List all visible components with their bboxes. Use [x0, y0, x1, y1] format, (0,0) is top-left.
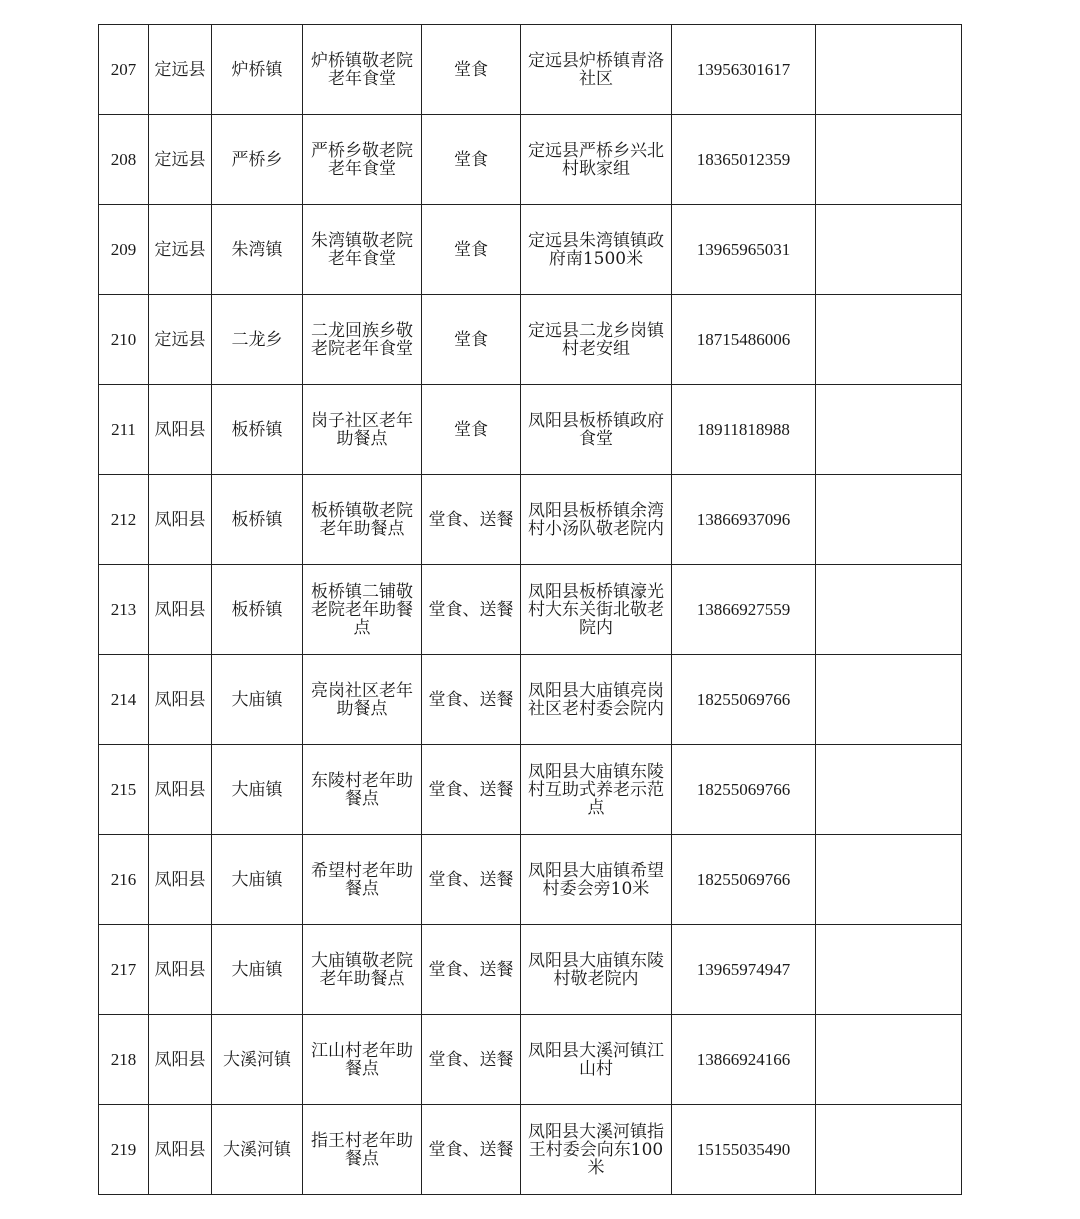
note-cell — [816, 475, 962, 565]
phone-cell: 13965965031 — [672, 205, 816, 295]
address-cell: 凤阳县大庙镇亮岗社区老村委会院内 — [521, 655, 672, 745]
service-type-cell: 堂食、送餐 — [422, 1105, 521, 1195]
town-cell: 大溪河镇 — [212, 1015, 303, 1105]
row-number-cell: 216 — [99, 835, 149, 925]
address-cell: 凤阳县板桥镇政府食堂 — [521, 385, 672, 475]
service-type-cell: 堂食、送餐 — [422, 475, 521, 565]
site-name-cell: 二龙回族乡敬老院老年食堂 — [303, 295, 422, 385]
town-cell: 严桥乡 — [212, 115, 303, 205]
town-cell: 大庙镇 — [212, 745, 303, 835]
county-cell: 凤阳县 — [149, 475, 212, 565]
phone-cell: 18715486006 — [672, 295, 816, 385]
county-cell: 定远县 — [149, 25, 212, 115]
service-type-cell: 堂食 — [422, 385, 521, 475]
note-cell — [816, 205, 962, 295]
town-cell: 板桥镇 — [212, 565, 303, 655]
town-cell: 二龙乡 — [212, 295, 303, 385]
row-number-cell: 219 — [99, 1105, 149, 1195]
address-cell: 凤阳县板桥镇濠光村大东关街北敬老院内 — [521, 565, 672, 655]
town-cell: 大溪河镇 — [212, 1105, 303, 1195]
county-cell: 凤阳县 — [149, 835, 212, 925]
address-cell: 凤阳县大溪河镇指王村委会向东100米 — [521, 1105, 672, 1195]
note-cell — [816, 25, 962, 115]
note-cell — [816, 295, 962, 385]
site-name-cell: 江山村老年助餐点 — [303, 1015, 422, 1105]
meal-service-table — [98, 24, 962, 1195]
table-row — [99, 25, 962, 115]
county-cell: 凤阳县 — [149, 385, 212, 475]
phone-cell: 18255069766 — [672, 835, 816, 925]
site-name-cell: 希望村老年助餐点 — [303, 835, 422, 925]
phone-cell: 13965974947 — [672, 925, 816, 1015]
table-row — [99, 205, 962, 295]
phone-cell: 13866927559 — [672, 565, 816, 655]
note-cell — [816, 565, 962, 655]
note-cell — [816, 115, 962, 205]
table-row — [99, 835, 962, 925]
service-type-cell: 堂食、送餐 — [422, 745, 521, 835]
service-type-cell: 堂食、送餐 — [422, 1015, 521, 1105]
address-cell: 凤阳县板桥镇余湾村小汤队敬老院内 — [521, 475, 672, 565]
address-cell: 定远县朱湾镇镇政府南1500米 — [521, 205, 672, 295]
county-cell: 凤阳县 — [149, 565, 212, 655]
site-name-cell: 岗子社区老年助餐点 — [303, 385, 422, 475]
note-cell — [816, 745, 962, 835]
address-cell: 定远县炉桥镇青洛社区 — [521, 25, 672, 115]
row-number-cell: 213 — [99, 565, 149, 655]
table-row — [99, 385, 962, 475]
county-cell: 凤阳县 — [149, 1015, 212, 1105]
row-number-cell: 218 — [99, 1015, 149, 1105]
site-name-cell: 板桥镇二铺敬老院老年助餐点 — [303, 565, 422, 655]
note-cell — [816, 385, 962, 475]
note-cell — [816, 1015, 962, 1105]
town-cell: 板桥镇 — [212, 385, 303, 475]
site-name-cell: 东陵村老年助餐点 — [303, 745, 422, 835]
address-cell: 凤阳县大溪河镇江山村 — [521, 1015, 672, 1105]
row-number-cell: 210 — [99, 295, 149, 385]
county-cell: 凤阳县 — [149, 745, 212, 835]
phone-cell: 13866924166 — [672, 1015, 816, 1105]
table-row — [99, 475, 962, 565]
row-number-cell: 214 — [99, 655, 149, 745]
row-number-cell: 217 — [99, 925, 149, 1015]
site-name-cell: 板桥镇敬老院老年助餐点 — [303, 475, 422, 565]
table-body — [99, 25, 962, 1195]
town-cell: 大庙镇 — [212, 655, 303, 745]
service-type-cell: 堂食、送餐 — [422, 655, 521, 745]
row-number-cell: 211 — [99, 385, 149, 475]
row-number-cell: 209 — [99, 205, 149, 295]
service-type-cell: 堂食 — [422, 295, 521, 385]
address-cell: 定远县严桥乡兴北村耿家组 — [521, 115, 672, 205]
phone-cell: 15155035490 — [672, 1105, 816, 1195]
table-row — [99, 1105, 962, 1195]
phone-cell: 18255069766 — [672, 655, 816, 745]
row-number-cell: 215 — [99, 745, 149, 835]
phone-cell: 13956301617 — [672, 25, 816, 115]
table-row — [99, 925, 962, 1015]
table-row — [99, 1015, 962, 1105]
table-row — [99, 655, 962, 745]
town-cell: 板桥镇 — [212, 475, 303, 565]
address-cell: 凤阳县大庙镇东陵村敬老院内 — [521, 925, 672, 1015]
site-name-cell: 大庙镇敬老院老年助餐点 — [303, 925, 422, 1015]
town-cell: 朱湾镇 — [212, 205, 303, 295]
county-cell: 定远县 — [149, 205, 212, 295]
county-cell: 定远县 — [149, 295, 212, 385]
address-cell: 定远县二龙乡岗镇村老安组 — [521, 295, 672, 385]
service-type-cell: 堂食 — [422, 115, 521, 205]
county-cell: 凤阳县 — [149, 925, 212, 1015]
row-number-cell: 208 — [99, 115, 149, 205]
site-name-cell: 亮岗社区老年助餐点 — [303, 655, 422, 745]
note-cell — [816, 1105, 962, 1195]
service-type-cell: 堂食 — [422, 25, 521, 115]
phone-cell: 18255069766 — [672, 745, 816, 835]
note-cell — [816, 835, 962, 925]
note-cell — [816, 655, 962, 745]
table-row — [99, 745, 962, 835]
phone-cell: 18365012359 — [672, 115, 816, 205]
service-type-cell: 堂食 — [422, 205, 521, 295]
service-type-cell: 堂食、送餐 — [422, 835, 521, 925]
table-row — [99, 565, 962, 655]
service-type-cell: 堂食、送餐 — [422, 565, 521, 655]
row-number-cell: 207 — [99, 25, 149, 115]
phone-cell: 18911818988 — [672, 385, 816, 475]
phone-cell: 13866937096 — [672, 475, 816, 565]
town-cell: 大庙镇 — [212, 835, 303, 925]
row-number-cell: 212 — [99, 475, 149, 565]
county-cell: 凤阳县 — [149, 1105, 212, 1195]
address-cell: 凤阳县大庙镇东陵村互助式养老示范点 — [521, 745, 672, 835]
address-cell: 凤阳县大庙镇希望村委会旁10米 — [521, 835, 672, 925]
site-name-cell: 炉桥镇敬老院老年食堂 — [303, 25, 422, 115]
note-cell — [816, 925, 962, 1015]
service-type-cell: 堂食、送餐 — [422, 925, 521, 1015]
site-name-cell: 指王村老年助餐点 — [303, 1105, 422, 1195]
county-cell: 凤阳县 — [149, 655, 212, 745]
table-row — [99, 295, 962, 385]
town-cell: 炉桥镇 — [212, 25, 303, 115]
site-name-cell: 严桥乡敬老院老年食堂 — [303, 115, 422, 205]
site-name-cell: 朱湾镇敬老院老年食堂 — [303, 205, 422, 295]
town-cell: 大庙镇 — [212, 925, 303, 1015]
county-cell: 定远县 — [149, 115, 212, 205]
table-row — [99, 115, 962, 205]
